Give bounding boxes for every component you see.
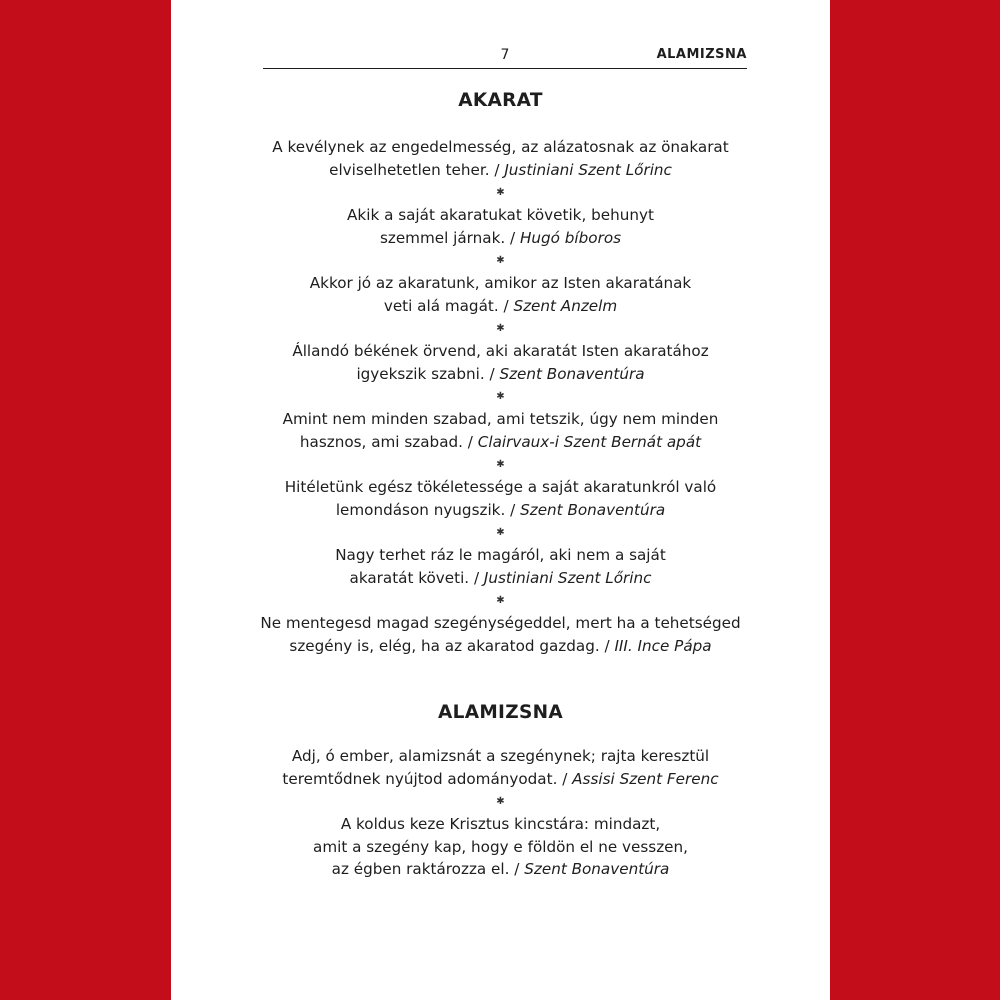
quote — [171, 136, 830, 181]
quote — [171, 204, 830, 249]
quote-author: Assisi Szent Ferenc — [572, 769, 719, 788]
quote-text: A koldus keze Krisztus kincstára: mindazt, — [340, 815, 661, 833]
quote — [171, 544, 830, 589]
running-header — [263, 46, 747, 69]
quote-author: Szent Bonaventúra — [524, 860, 670, 878]
separator-asterisk: ✱ — [496, 323, 505, 334]
quote-text: lemondáson nyugszik. / — [335, 500, 521, 519]
quote-author: Clairvaux-i Szent Bernát apát — [477, 432, 702, 451]
section-title-alamizsna: ALAMIZSNA — [438, 702, 563, 723]
quote — [171, 272, 830, 317]
section-title-akarat: AKARAT — [458, 90, 543, 111]
quote-text: Amint nem minden szabad, ami tetszik, úgy nem minden — [282, 410, 719, 428]
quote-list-akarat — [171, 136, 830, 657]
quote-text: Ne mentegesd magad szegénységeddel, mert ha a tehetséged — [260, 614, 741, 632]
quote-author: Justiniani Szent Lőrinc — [504, 160, 672, 179]
separator-asterisk: ✱ — [496, 527, 505, 538]
separator-asterisk: ✱ — [496, 459, 505, 470]
quote — [171, 408, 830, 453]
separator-asterisk: ✱ — [496, 187, 505, 198]
quote-text: amit a szegény kap, hogy e földön el ne vesszen, — [313, 837, 688, 856]
separator-asterisk: ✱ — [496, 796, 505, 807]
quote-author: III. Ince Pápa — [614, 636, 712, 655]
quote-text: teremtődnek nyújtod adományodat. / — [282, 769, 573, 788]
quote-text: igyekszik szabni. / — [356, 364, 500, 383]
page-number: 7 — [500, 47, 510, 63]
quote-text: szegény is, elég, ha az akaratod gazdag. / — [289, 636, 615, 655]
quote — [171, 813, 830, 881]
quote — [171, 745, 830, 790]
quote-text: akaratát követi. / — [349, 568, 484, 587]
quote-text: az égben raktározza el. / — [331, 860, 525, 878]
quote-text: szemmel járnak. / — [379, 228, 520, 247]
separator-asterisk: ✱ — [496, 391, 505, 402]
quote-list-alamizsna — [171, 745, 830, 881]
quote-author: Hugó bíboros — [519, 228, 622, 247]
quote-text: Adj, ó ember, alamizsnát a szegénynek; rajta keresztül — [291, 747, 710, 765]
separator-asterisk: ✱ — [496, 595, 505, 606]
quote-author: Szent Bonaventúra — [499, 364, 645, 383]
separator-asterisk: ✱ — [496, 255, 505, 266]
running-title: ALAMIZSNA — [656, 47, 747, 62]
quote-text: Nagy terhet ráz le magáról, aki nem a saját — [335, 546, 666, 564]
quote — [171, 476, 830, 521]
quote-text: hasznos, ami szabad. / — [299, 432, 478, 451]
quote-text: veti alá magát. / — [383, 296, 514, 315]
quote-author: Szent Bonaventúra — [520, 500, 666, 519]
quote — [171, 340, 830, 385]
quote-text: Állandó békének örvend, aki akaratát Isten akaratához — [292, 342, 709, 360]
quote-text: elviselhetetlen teher. / — [329, 160, 505, 179]
quote-text: Akkor jó az akaratunk, amikor az Isten akaratának — [309, 274, 692, 292]
quote — [171, 612, 830, 657]
quote-text: Hitéletünk egész tökéletessége a saját akaratunkról való — [284, 478, 717, 496]
quote-text: Akik a saját akaratukat követik, behunyt — [347, 206, 654, 224]
quote-author: Szent Anzelm — [513, 296, 618, 315]
quote-text: A kevélynek az engedelmesség, az alázatosnak az önakarat — [272, 138, 729, 156]
quote-author: Justiniani Szent Lőrinc — [483, 568, 652, 587]
book-page — [171, 0, 830, 1000]
